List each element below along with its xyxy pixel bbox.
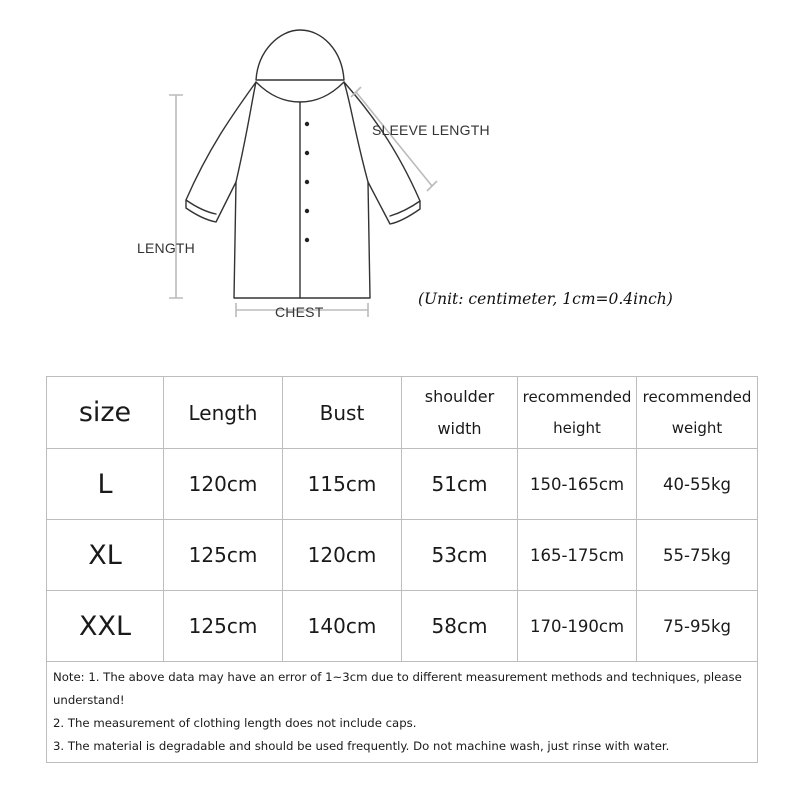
chest-label: CHEST	[275, 304, 324, 320]
length-label: LENGTH	[137, 240, 195, 256]
header-size: size	[47, 377, 164, 449]
size-chart-table	[46, 376, 758, 763]
header-shoulder-line2: width	[437, 418, 482, 438]
header-recommended-weight	[637, 377, 758, 449]
length-cell: 120cm	[164, 449, 283, 520]
note-line-3: 3. The material is degradable and should be used frequently. Do not machine wash, just rinse with water.	[53, 739, 670, 753]
header-weight-line2: weight	[671, 418, 723, 437]
header-weight-line1: recommended	[642, 387, 752, 406]
height-cell: 165-175cm	[518, 520, 637, 591]
shoulder-cell: 53cm	[402, 520, 518, 591]
notes-row	[47, 662, 758, 763]
sleeve-dimension-line	[356, 92, 432, 186]
length-cell: 125cm	[164, 520, 283, 591]
header-recommended-height	[518, 377, 637, 449]
raincoat-size-diagram	[0, 0, 800, 360]
header-row	[47, 377, 758, 449]
table-row	[47, 449, 758, 520]
hood-outline	[256, 30, 344, 80]
raincoat-illustration	[0, 0, 800, 360]
sleeve-length-label: SLEEVE LENGTH	[372, 122, 490, 138]
weight-cell: 75-95kg	[637, 591, 758, 662]
size-cell: XXL	[47, 591, 164, 662]
weight-cell: 55-75kg	[637, 520, 758, 591]
size-cell: L	[47, 449, 164, 520]
right-cuff	[390, 201, 420, 216]
buttons	[305, 122, 309, 242]
note-line-2: 2. The measurement of clothing length does not include caps.	[53, 716, 417, 730]
shoulder-cell: 58cm	[402, 591, 518, 662]
header-height-line1: recommended	[522, 387, 632, 406]
unit-note: (Unit: centimeter, 1cm=0.4inch)	[418, 290, 673, 308]
header-shoulder-line1: shoulder	[424, 386, 495, 406]
length-cell: 125cm	[164, 591, 283, 662]
height-cell: 150-165cm	[518, 449, 637, 520]
shoulder-cell: 51cm	[402, 449, 518, 520]
bust-cell: 140cm	[283, 591, 402, 662]
header-height-line2: height	[553, 418, 601, 437]
coat-body-outline	[186, 82, 420, 298]
note-line-1: Note: 1. The above data may have an error of 1~3cm due to different measurement methods and techniques, please understand!	[53, 670, 742, 707]
header-length: Length	[164, 377, 283, 449]
header-shoulder-width	[402, 377, 518, 449]
header-bust: Bust	[283, 377, 402, 449]
table-row	[47, 520, 758, 591]
table-row	[47, 591, 758, 662]
bust-cell: 115cm	[283, 449, 402, 520]
weight-cell: 40-55kg	[637, 449, 758, 520]
notes-cell	[47, 662, 758, 763]
size-cell: XL	[47, 520, 164, 591]
bust-cell: 120cm	[283, 520, 402, 591]
left-cuff	[186, 200, 216, 214]
height-cell: 170-190cm	[518, 591, 637, 662]
